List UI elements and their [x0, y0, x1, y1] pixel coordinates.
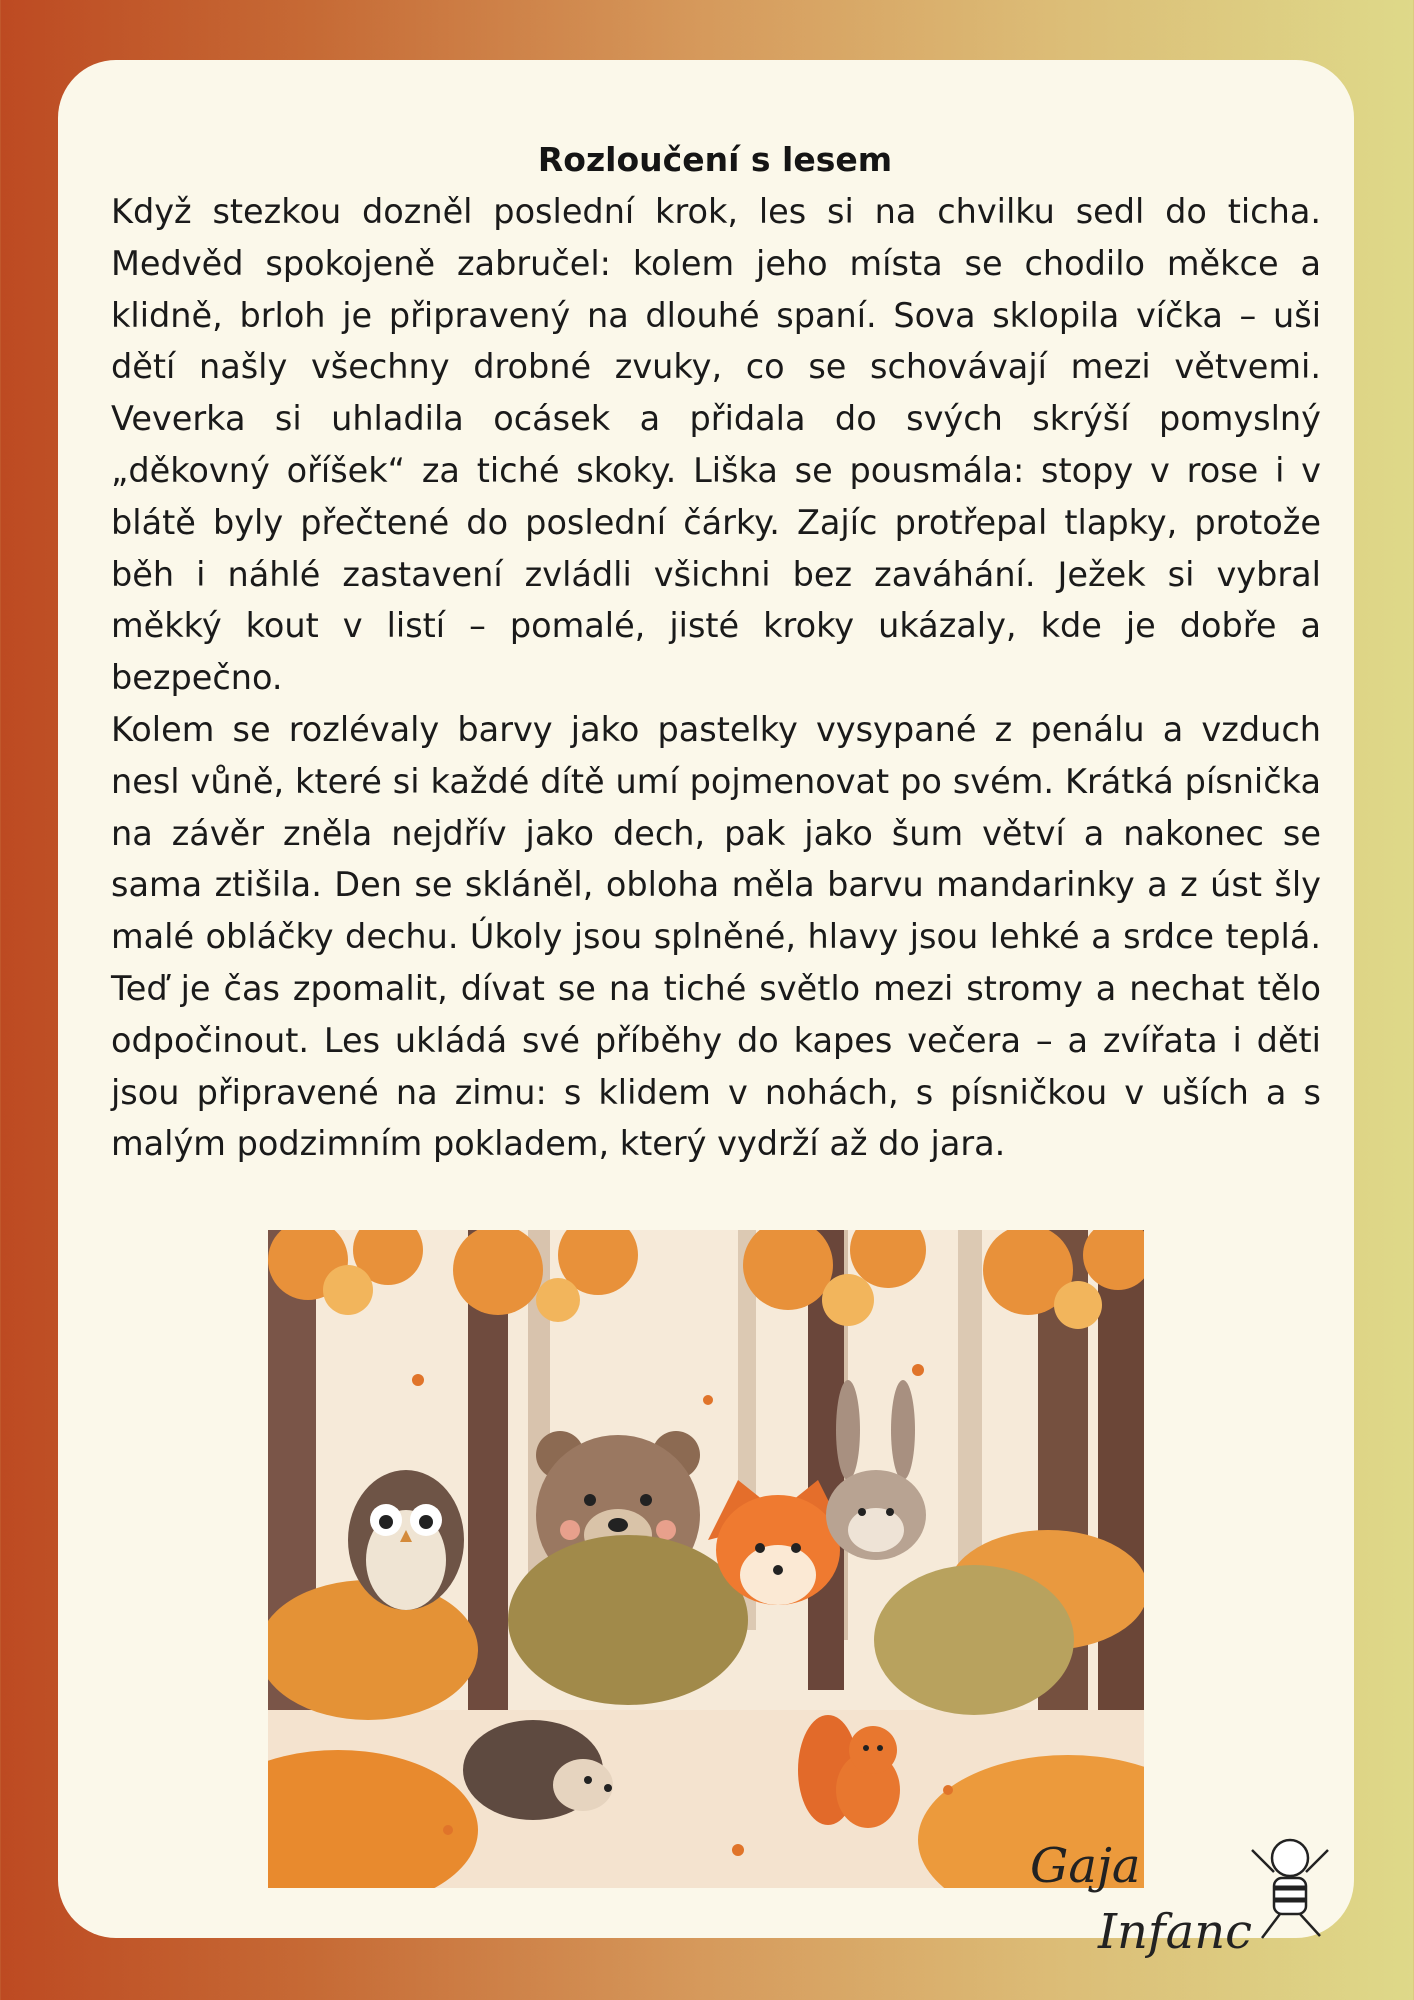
gaja-infanc-logo [1030, 1820, 1350, 1970]
logo-text-line2: Infanc [1098, 1904, 1253, 1960]
story-text [111, 186, 1321, 1170]
child-figure-icon [1252, 1840, 1328, 1938]
paragraph-1: Když stezkou dozněl poslední krok, les si na chvilku sedl do ticha. Medvěd spokojeně zabručel: kolem jeho místa se chodilo měkce a klidně, brloh je připravený na dlouhé spaní. Sova sklopila víčka – uši dětí našly všechny drobné zvuky, co se schovávají mezi větvemi. Veverka si uhladila ocásek a přidala do svých skrýší pomyslný „děkovný oříšek“ za tiché skoky. Liška se pousmála: stopy v rose i v blátě byly přečtené do poslední čárky. Zajíc protřepal tlapky, protože běh i náhlé zastavení zvládli všichni bez zaváhání. Ježek si vybral měkký kout v listí – pomalé, jisté kroky ukázaly, kde je dobře a bezpečno. [111, 192, 1321, 698]
autumn-forest-animals-illustration [268, 1230, 1144, 1888]
page-title: Rozloučení s lesem [537, 140, 893, 179]
squirrel [798, 1715, 900, 1828]
owl [348, 1470, 464, 1610]
paragraph-2: Kolem se rozlévaly barvy jako pastelky vysypané z penálu a vzduch nesl vůně, které si každé dítě umí pojmenovat po svém. Krátká písnička na závěr zněla nejdřív jako dech, pak jako šum větví a nakonec se sama ztišila. Den se skláněl, obloha měla barvu mandarinky a z úst šly malé obláčky dechu. Úkoly jsou splněné, hlavy jsou lehké a srdce teplá. Teď je čas zpomalit, dívat se na tiché světlo mezi stromy a nechat tělo odpočinout. Les ukládá své příběhy do kapes večera – a zvířata i děti jsou připravené na zimu: s klidem v nohách, s písničkou v uších a s malým podzimním pokladem, který vydrží až do jara. [111, 709, 1321, 1164]
logo-text-line1: Gaja [1030, 1838, 1141, 1894]
